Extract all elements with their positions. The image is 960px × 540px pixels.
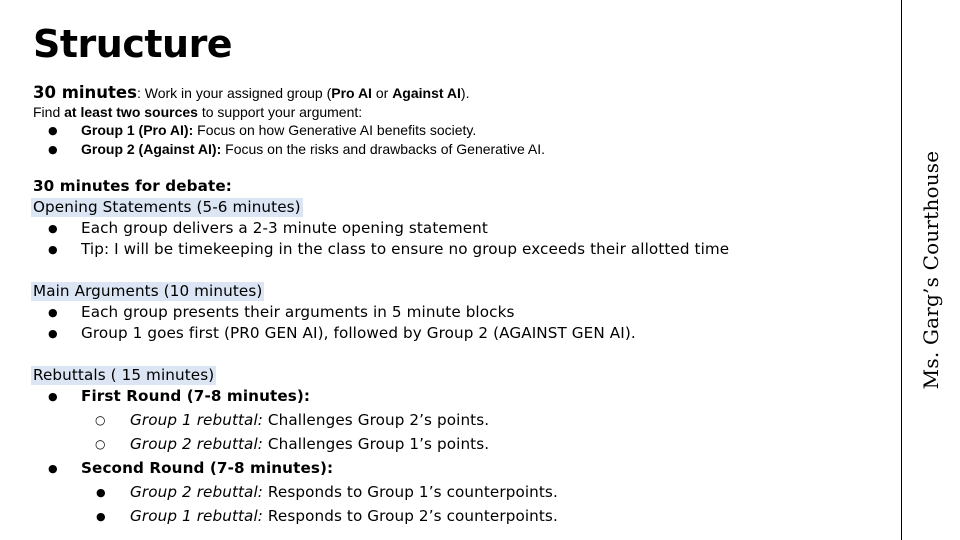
bullet-dot: ● bbox=[48, 390, 58, 403]
bullet-ring: ○ bbox=[95, 413, 106, 427]
research-intro-line bbox=[33, 83, 469, 102]
list-item: Each group presents their arguments in 5 minute blocks bbox=[81, 303, 515, 321]
rebuttal-italic: Group 2 rebuttal: bbox=[130, 435, 263, 453]
bullet-dot: ● bbox=[96, 486, 106, 499]
main-arguments-heading bbox=[31, 282, 264, 300]
rebuttals-heading-text: Rebuttals ( 15 minutes) bbox=[33, 366, 215, 384]
second-round-label: Second Round (7-8 minutes): bbox=[81, 459, 334, 477]
bullet-ring: ○ bbox=[95, 437, 106, 451]
rebuttals-heading bbox=[31, 366, 216, 384]
rebuttal-text: Challenges Group 1’s points. bbox=[263, 435, 490, 453]
find-bold: at least two sources bbox=[64, 104, 198, 120]
find-text: Find bbox=[33, 104, 65, 120]
first-round-label: First Round (7-8 minutes): bbox=[81, 387, 311, 405]
group-pro-label: Pro AI bbox=[331, 85, 372, 101]
rebuttal-text: Responds to Group 1’s counterpoints. bbox=[263, 483, 558, 501]
sidebar-divider bbox=[901, 0, 902, 540]
bullet-bold: Group 2 (Against AI): bbox=[81, 141, 222, 157]
research-intro-end: ). bbox=[460, 85, 470, 101]
rebuttal-italic: Group 1 rebuttal: bbox=[130, 411, 263, 429]
sidebar-label: Ms. Garg’s Courthouse bbox=[919, 150, 943, 390]
list-item bbox=[130, 507, 558, 525]
list-item bbox=[130, 435, 489, 453]
bullet-dot: ● bbox=[48, 327, 58, 340]
group-against-label: Against AI bbox=[392, 85, 461, 101]
bullet-text: Focus on how Generative AI benefits society. bbox=[193, 122, 477, 138]
rebuttal-italic: Group 2 rebuttal: bbox=[130, 483, 263, 501]
bullet-text: Focus on the risks and drawbacks of Generative AI. bbox=[221, 141, 545, 157]
bullet-bold: Group 1 (Pro AI): bbox=[81, 122, 194, 138]
list-item bbox=[130, 411, 489, 429]
opening-heading bbox=[31, 198, 303, 216]
list-item bbox=[81, 122, 476, 138]
bullet-dot: ● bbox=[48, 243, 58, 256]
main-arguments-heading-text: Main Arguments (10 minutes) bbox=[33, 282, 263, 300]
debate-heading: 30 minutes for debate: bbox=[33, 177, 232, 195]
rebuttal-text: Challenges Group 2’s points. bbox=[263, 411, 490, 429]
find-text-end: to support your argument: bbox=[197, 104, 363, 120]
bullet-dot: ● bbox=[48, 306, 58, 319]
bullet-dot: ● bbox=[48, 222, 58, 235]
list-item: Group 1 goes first (PR0 GEN AI), followed by Group 2 (AGAINST GEN AI). bbox=[81, 324, 636, 342]
list-item bbox=[81, 141, 545, 157]
list-item: Each group delivers a 2-3 minute opening statement bbox=[81, 219, 488, 237]
list-item bbox=[130, 483, 558, 501]
rebuttal-italic: Group 1 rebuttal: bbox=[130, 507, 263, 525]
bullet-dot: ● bbox=[48, 143, 58, 156]
research-find-line bbox=[33, 104, 362, 120]
research-duration: 30 minutes bbox=[33, 83, 137, 102]
research-intro-or: or bbox=[371, 85, 393, 101]
rebuttal-text: Responds to Group 2’s counterpoints. bbox=[263, 507, 558, 525]
list-item: Tip: I will be timekeeping in the class to ensure no group exceeds their allotted time bbox=[81, 240, 730, 258]
opening-heading-text: Opening Statements (5-6 minutes) bbox=[33, 198, 301, 216]
research-intro-text: : Work in your assigned group ( bbox=[136, 85, 332, 101]
bullet-dot: ● bbox=[96, 510, 106, 523]
bullet-dot: ● bbox=[48, 462, 58, 475]
bullet-dot: ● bbox=[48, 124, 58, 137]
slide-title: Structure bbox=[33, 22, 233, 66]
